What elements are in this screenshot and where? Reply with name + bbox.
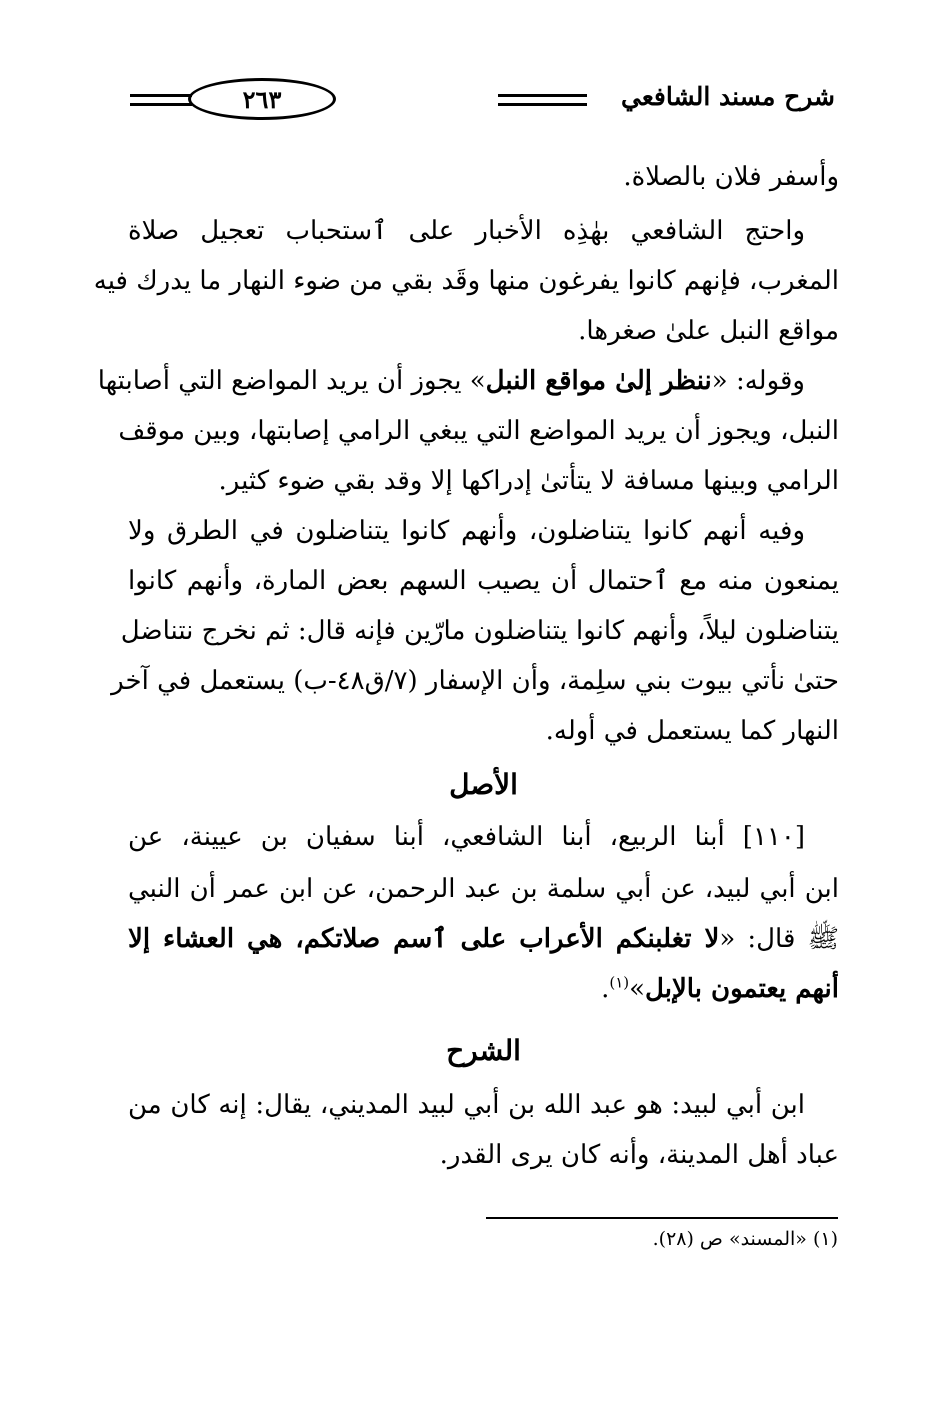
footnote-marker: (١) (609, 973, 630, 992)
text-line: يتناضلون ليلاً، وأنهم كانوا يتناضلون مارّين فإنه قال: ثم نخرج نتناضل (120, 616, 839, 646)
header-rule-right (498, 94, 587, 106)
text-line: [١١٠] أبنا الربيع، أبنا الشافعي، أبنا سفيان بن عيينة، عن (128, 822, 805, 852)
hadith-text: لا تغلبنكم الأعراب على ٱسم صلاتكم، هي العشاء إلا (128, 924, 720, 954)
text-line (97, 359, 805, 403)
text-line: يمنعون منه مع ٱحتمال أن يصيب السهم بعض المارة، وأنهم كانوا (128, 566, 839, 596)
running-header (130, 78, 835, 122)
text-line: مواقع النبل علىٰ صغرها. (578, 316, 839, 346)
header-rule-left (130, 94, 192, 106)
section-heading-sharh: الشرح (446, 1034, 521, 1067)
text-line: حتىٰ نأتي بيوت بني سلِمة، وأن الإسفار (٧/ق٤٨-ب) يستعمل في آخر (111, 666, 839, 696)
text-line: المغرب، فإنهم كانوا يفرغون منها وقَد بقي من ضوء النهار ما يدرك فيه (93, 266, 839, 296)
text-line (128, 967, 839, 1011)
text-fragment: » يجوز أن يريد المواضع التي أصابتها (97, 366, 486, 396)
footnote: (١) «المسند» ص (٢٨). (652, 1228, 838, 1250)
text-fragment: . (601, 974, 610, 1004)
quoted-phrase: ننظر إلىٰ مواقع النبل (485, 366, 712, 396)
text-line: ابن أبي لبيد، عن أبي سلمة بن عبد الرحمن، عن ابن عمر أن النبي (128, 874, 839, 904)
text-line: الرامي وبينها مسافة لا يتأتىٰ إدراكها إلا وقد بقي ضوء كثير. (218, 466, 839, 496)
book-title: شرح مسند الشافعي (621, 82, 835, 111)
section-heading-asl: الأصل (449, 768, 518, 801)
text-fragment: » (629, 974, 646, 1004)
text-fragment: ﷺ قال: « (719, 924, 839, 954)
text-line: عباد أهل المدينة، وأنه كان يرى القدر. (439, 1140, 839, 1170)
text-fragment: وقوله: « (711, 366, 805, 396)
text-line: النبل، ويجوز أن يريد المواضع التي يبغي الرامي إصابتها، وبين موقف (118, 416, 839, 446)
text-line: وأسفر فلان بالصلاة. (623, 162, 839, 192)
page-number-badge: ٢٦٣ (188, 78, 336, 120)
footnote-separator (486, 1217, 838, 1219)
hadith-text: أنهم يعتمون بالإبل (645, 974, 839, 1004)
text-line: وفيه أنهم كانوا يتناضلون، وأنهم كانوا يتناضلون في الطرق ولا (128, 516, 805, 546)
text-line: واحتج الشافعي بهٰذِه الأخبار على ٱستحباب تعجيل صلاة (128, 216, 805, 246)
text-line: ابن أبي لبيد: هو عبد الله بن أبي لبيد المديني، يقال: إنه كان من (128, 1090, 805, 1120)
text-line (128, 917, 839, 961)
text-line: النهار كما يستعمل في أوله. (545, 716, 839, 746)
